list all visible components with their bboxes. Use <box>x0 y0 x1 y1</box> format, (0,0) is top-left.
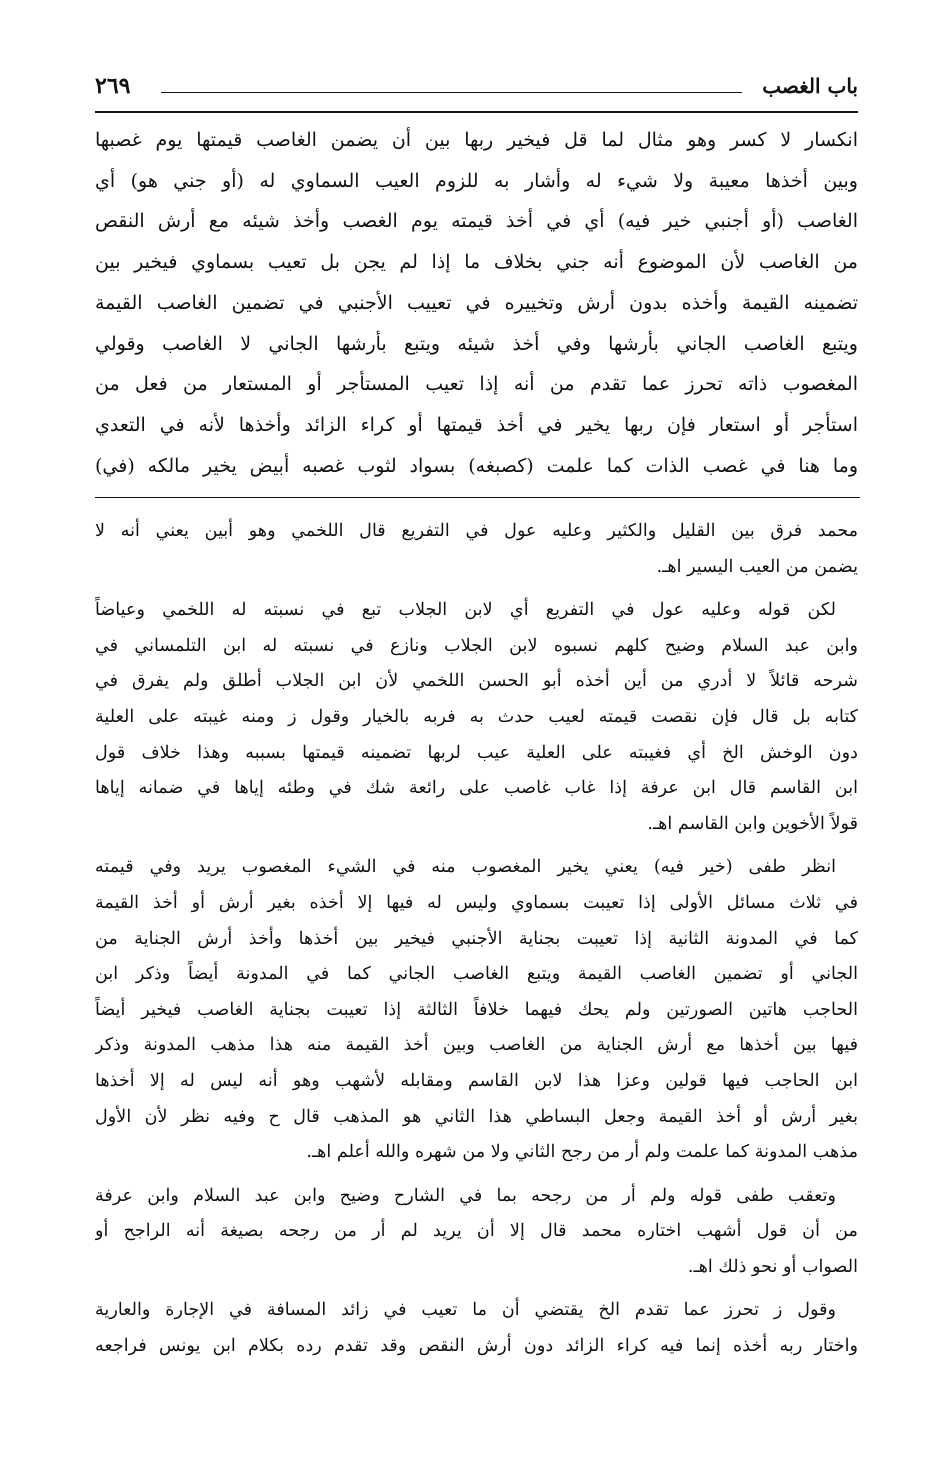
running-header <box>95 70 858 110</box>
footnote-line: وابن عبد السلام وضيح كلهم نسبوه لابن الجلاب ونازع في نسبته له ابن التلمساني في <box>95 635 858 656</box>
footnote-line: وقول ز تحرز عما تقدم الخ يقتضي أن ما تعيب في زائد المسافة في الإجارة والعارية <box>95 1300 836 1321</box>
footnote-line: فيها بين أخذها مع أرش الجناية من الغاصب وبين أخذ القيمة منه هذا مذهب المدونة وذكر <box>95 1035 858 1056</box>
main-line: من الغاصب لأن الموضوع أنه جني بخلاف ما إذا لم يجن بل تعيب بسماوي فيخير بين <box>95 251 858 274</box>
footnote-line: من أن قول أشهب اختاره محمد قال إلا أن يريد لم أر من رجحه بصيغة أنه الراجح أو <box>95 1221 858 1242</box>
footnote-paragraph <box>95 1179 858 1286</box>
footnote-line: قولاً الأخوين وابن القاسم اهـ. <box>647 813 858 834</box>
main-line: تضمينه القيمة وأخذه بدون أرش وتخييره في تعييب الأجنبي في تضمين الغاصب القيمة <box>95 291 858 314</box>
footnote-line: الصواب أو نحو ذلك اهـ. <box>687 1256 858 1277</box>
chapter-title: باب الغصب <box>762 74 858 98</box>
footnote-paragraph <box>95 850 858 1170</box>
footnote-line: يضمن من العيب اليسير اهـ. <box>656 556 858 577</box>
footnote-line: الجاني أو تضمين الغاصب القيمة ويتبع الغاصب الجاني كما في المدونة أيضاً وذكر ابن <box>95 964 858 985</box>
footnote-paragraph <box>95 593 858 842</box>
footnote-paragraph <box>95 514 858 585</box>
footnote-line: انظر طفى (خير فيه) يعني يخير المغصوب منه في الشيء المغصوب يريد وفي قيمته <box>95 857 836 878</box>
footnote-line: الحاجب هاتين الصورتين ولم يحك فيهما خلافاً الثالثة إذا تعيبت بجناية الغاصب فيخير أيضاً <box>95 999 858 1020</box>
footnote-line: وتعقب طفى قوله ولم أر من رجحه بما في الشارح وضيح وابن عبد السلام وابن عرفة <box>95 1185 836 1206</box>
footnotes <box>95 514 858 1373</box>
footnote-line: ابن القاسم قال ابن عرفة إذا غاب غاصب على رائعة شك في وطئه إياها في ضمانه إياها <box>95 778 858 799</box>
footnote-line: مذهب المدونة كما علمت ولم أر من رجح الثاني ولا من شهره والله أعلم اهـ. <box>306 1142 858 1163</box>
main-line: استأجر أو استعار فإن ربها يخير في أخذ قيمتها أو كراء الزائد وأخذها لأنه في التعدي <box>95 413 858 436</box>
footnote-line: في ثلاث مسائل الأولى إذا تعيبت بسماوي وليس له فيها إلا أخذه بغير أرش أو أخذ القيمة <box>95 892 858 913</box>
main-line: ويتبع الغاصب الجاني بأرشها وفي أخذ شيئه ويتبع بأرشها الجاني لا الغاصب وقولي <box>95 332 858 355</box>
main-line: وما هنا في غصب الذات كما علمت (كصبغه) بسواد لثوب غصبه أبيض يخير مالكه (في) <box>95 454 858 477</box>
page-number: ٢٦٩ <box>95 73 131 99</box>
footnote-line: محمد فرق بين القليل والكثير وعليه عول في التفريع قال اللخمي وهو أبين يعني أنه لا <box>95 521 858 541</box>
main-line: انكسار لا كسر وهو مثال لما قل فيخير ربها بين أن يضمن الغاصب قيمتها يوم غصبها <box>95 129 858 151</box>
footnote-line: بغير أرش أو أخذ القيمة وجعل البساطي هذا الثاني هو المذهب قال ح وفيه نظر لأن الأول <box>95 1106 858 1127</box>
footnote-line: واختار ربه أخذه إنما فيه كراء الزائد دون أرش النقص وقد تقدم رده بكلام ابن يونس فراجعه <box>95 1336 858 1357</box>
footnote-line: ابن الحاجب فيها قولين وعزا هذا لابن القاسم ومقابله لأشهب وهو أنه ليس له إلا أخذها <box>95 1070 858 1091</box>
footnote-paragraph <box>95 1293 858 1364</box>
header-rule <box>95 111 858 113</box>
main-line: المغصوب ذاته تحرز عما تقدم من أنه إذا تعيب المستأجر أو المستعار من فعل من <box>95 373 858 396</box>
footnote-separator <box>95 497 860 498</box>
footnote-line: شرحه قائلاً لا أدري من أين أخذه أبو الحسن اللخمي لأن ابن الجلاب أطلق ولم يفرق في <box>95 671 858 692</box>
footnote-line: لكن قوله وعليه عول في التفريع أي لابن الجلاب تبع في نسبته له اللخمي وعياضاً <box>95 600 836 621</box>
footnote-line: دون الوخش الخ أي فغيبته على العلية عيب لربها تضمينه قيمتها بسببه وهذا خلاف قول <box>95 742 858 763</box>
footnote-line: كما في المدونة الثانية إذا تعيبت بجناية الأجنبي فيخير بين أخذها وأخذ أرش الجناية من <box>95 928 858 949</box>
header-dash-line <box>161 92 742 93</box>
main-text <box>95 120 858 486</box>
footnote-line: كتابه بل قال فإن نقصت قيمته لعيب حدث به فربه بالخيار وقول ز ومنه غيبته على العلية <box>95 706 858 727</box>
main-line: الغاصب (أو أجنبي خير فيه) أي في أخذ قيمته يوم الغصب وأخذ شيئه مع أرش النقص <box>95 210 858 233</box>
main-line: وبين أخذها معيبة ولا شيء له وأشار به للزوم العيب السماوي له (أو جني هو) أي <box>95 169 858 192</box>
